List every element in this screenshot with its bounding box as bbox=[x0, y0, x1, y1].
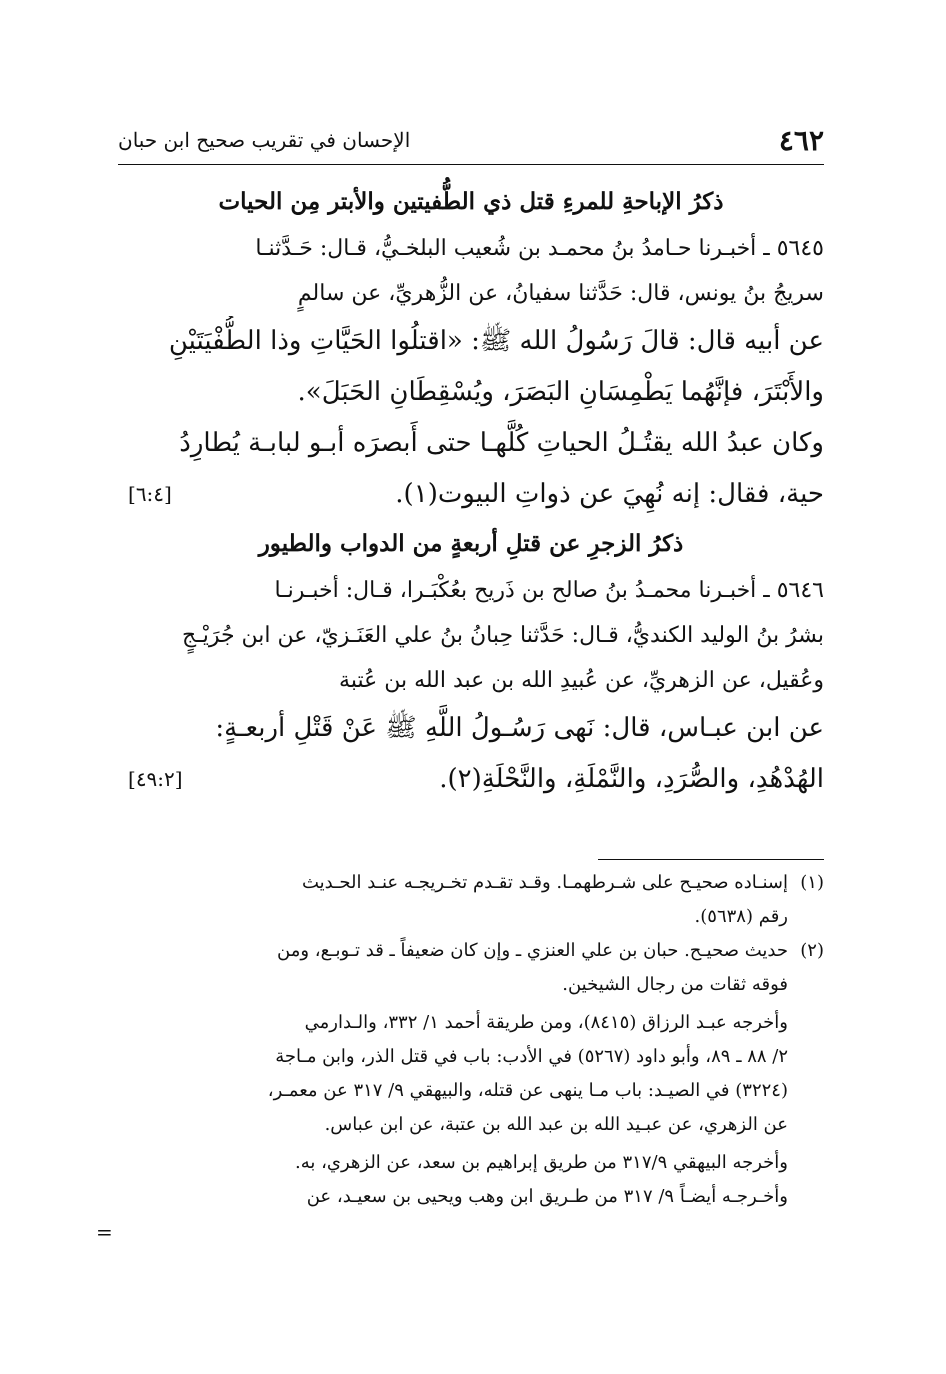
page-number: ٤٦٢ bbox=[778, 124, 824, 157]
footnote-divider bbox=[598, 859, 824, 860]
footnote-line: عن الزهري، عن عبـيد الله بن عبد الله بن عتبة، عن ابن عباس. bbox=[324, 1114, 788, 1135]
footnote-line: وأخرجه عبـد الرزاق (٨٤١٥)، ومن طريقة أحمد ١/ ٣٣٢، والـدارمي bbox=[304, 1012, 788, 1033]
footnote-line: وأخـرجـه أيضـاً ٩/ ٣١٧ من طـريق ابن وهب ويحيى بن سعيـد، عن bbox=[306, 1186, 788, 1207]
footnote-line: رقم (٥٦٣٨). bbox=[694, 906, 788, 927]
text-line: بشرُ بنُ الوليد الكنديُّ، قـال: حَدَّثنا حِبانُ بنُ علي العَنَـزيّ، عن ابن جُرَيْـجٍ bbox=[182, 623, 824, 648]
header-divider bbox=[118, 164, 824, 165]
hadith-addition bbox=[118, 418, 824, 520]
hadith-matn bbox=[118, 316, 824, 418]
hadith-isnad bbox=[118, 568, 824, 703]
section-heading: ذكرُ الزجرِ عن قتلِ أربعةٍ من الدواب والطيور bbox=[258, 530, 684, 557]
hadith-reference: [٤٩:٢] bbox=[128, 767, 183, 791]
footnote-line: (٣٢٢٤) في الصيـد: باب مـا ينهى عن قتله، والبيهقي ٩/ ٣١٧ عن معمـر، bbox=[267, 1080, 788, 1101]
text-line: ٥٦٤٥ ـ أخبـرنا حـامدُ بنُ محمـد بن شُعيب البلخـيُّ، قـال: حَـدَّثنـا bbox=[255, 236, 824, 261]
running-title: الإحسان في تقريب صحيح ابن حبان bbox=[118, 128, 411, 152]
text-line: وكان عبدُ الله يقتُـلُ الحياتِ كُلَّهـا حتى أَبصرَه أبـو لبابـة يُطارِدُ bbox=[179, 428, 824, 458]
text-line: والأَبْتَرَ، فإنَّهُما يَطْمِسَانِ البَصَرَ، ويُسْقِطَانِ الحَبَلَ». bbox=[297, 377, 824, 407]
text-segment: الهُدْهُدِ، والصُّرَدِ، والنَّمْلَةِ، والنَّحْلَةِ(٢). bbox=[439, 764, 824, 794]
section-heading: ذكرُ الإباحةِ للمرءِ قتل ذي الطُّفيتين والأبتر مِن الحيات bbox=[218, 188, 724, 215]
footnote-paragraph bbox=[118, 1146, 824, 1214]
footnote-line: ٢/ ٨٨ ـ ٨٩، وأبو داود (٥٢٦٧) في الأدب: باب في قتل الذر، وابن مـاجة bbox=[275, 1046, 788, 1067]
continuation-mark: = bbox=[96, 1220, 113, 1244]
text-line: عن ابن عبـاس، قال: نَهى رَسُـولُ اللَّهِ ﷺ عَنْ قَتْلِ أربعـةٍ: bbox=[215, 713, 824, 743]
footnote bbox=[118, 866, 824, 934]
footnote-paragraph bbox=[118, 1006, 824, 1142]
hadith-matn bbox=[118, 703, 824, 805]
footnotes bbox=[118, 866, 824, 1214]
text-line: سريجُ بنُ يونس، قال: حَدَّثنا سفيانُ، عن الزُّهريِّ، عن سالمٍ bbox=[297, 281, 824, 306]
page-header bbox=[118, 120, 824, 166]
footnote-line: وأخرجه البيهقي ٣١٧/٩ من طريق إبراهيم بن سعد، عن الزهري، به. bbox=[294, 1152, 788, 1173]
footnote-line: إسنـاده صحيـح على شـرطهمـا. وقـد تقـدم تخـريجـه عنـد الحـديث bbox=[301, 872, 788, 893]
hadith-isnad bbox=[118, 226, 824, 316]
text-line: وعُقيل، عن الزهريِّ، عن عُبيدِ الله بن عبد الله بن عُتبة bbox=[339, 668, 824, 693]
hadith-reference: [٦:٤] bbox=[128, 482, 172, 506]
footnote-marker: (٢) bbox=[800, 940, 824, 961]
footnote-line: حديث صحيـح. حبان بن علي العنزي ـ وإن كان ضعيفاً ـ قد تـوبـع، ومن bbox=[277, 940, 788, 961]
text-line: ٥٦٤٦ ـ أخبـرنا محمـدُ بنُ صالح بن ذَريح بعُكْبَـرا، قـال: أخبـرنـا bbox=[274, 578, 824, 603]
main-text bbox=[118, 178, 824, 805]
footnote bbox=[118, 934, 824, 1002]
text-line bbox=[118, 754, 824, 805]
text-line bbox=[118, 469, 824, 520]
text-line: عن أبيه قال: قالَ رَسُولُ الله ﷺ: «اقتلُوا الحَيَّاتِ وذا الطُّفْيَتَيْنِ bbox=[168, 326, 824, 356]
text-segment: حية، فقال: إنه نُهِيَ عن ذواتِ البيوت(١). bbox=[395, 479, 824, 509]
footnote-marker: (١) bbox=[800, 872, 824, 893]
footnote-line: فوقه ثقات من رجال الشيخين. bbox=[562, 974, 788, 995]
